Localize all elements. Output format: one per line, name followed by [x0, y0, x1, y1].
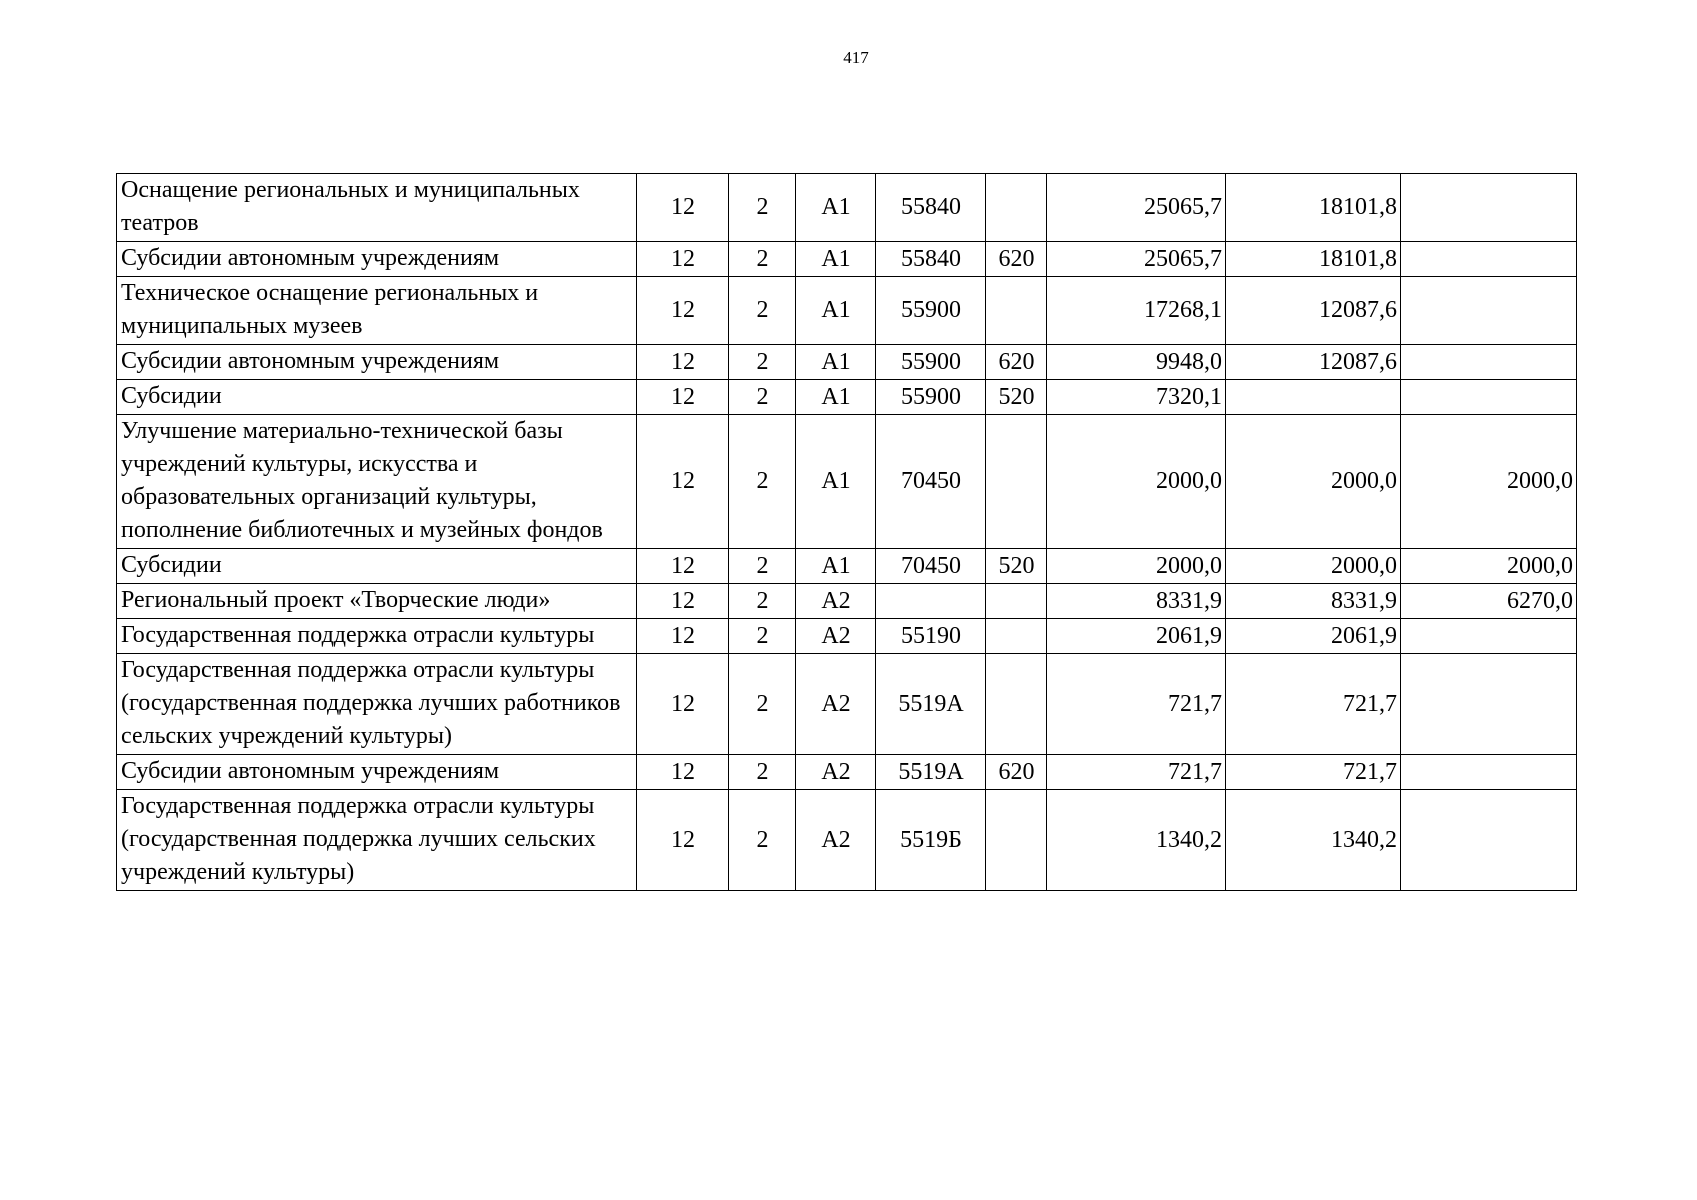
row-csr: 55900 — [876, 345, 986, 380]
row-sum-2: 721,7 — [1226, 654, 1401, 755]
row-name: Государственная поддержка отрасли культуры (государственная поддержка лучших работников сельских учреждений культуры) — [117, 654, 637, 755]
row-pr: A1 — [796, 345, 876, 380]
row-rz: 2 — [729, 790, 796, 891]
row-rz: 2 — [729, 755, 796, 790]
row-sum-2: 18101,8 — [1226, 174, 1401, 242]
row-name: Субсидии автономным учреждениям — [117, 242, 637, 277]
row-sum-2: 2000,0 — [1226, 415, 1401, 549]
row-sum-3 — [1401, 380, 1577, 415]
row-rz: 2 — [729, 380, 796, 415]
row-sum-2: 721,7 — [1226, 755, 1401, 790]
table-row — [117, 242, 1577, 277]
row-rz: 2 — [729, 345, 796, 380]
row-vr — [986, 790, 1047, 891]
row-csr: 55900 — [876, 277, 986, 345]
row-rz: 2 — [729, 242, 796, 277]
page-number: 417 — [843, 48, 869, 67]
row-vr — [986, 277, 1047, 345]
row-pr: A2 — [796, 619, 876, 654]
row-rz: 2 — [729, 584, 796, 619]
row-pr: A2 — [796, 790, 876, 891]
row-rz: 2 — [729, 549, 796, 584]
row-vr — [986, 415, 1047, 549]
row-csr: 5519A — [876, 755, 986, 790]
row-rz: 2 — [729, 277, 796, 345]
table-row — [117, 654, 1577, 755]
row-ved: 12 — [637, 415, 729, 549]
row-vr: 620 — [986, 345, 1047, 380]
row-csr — [876, 584, 986, 619]
row-sum-1: 25065,7 — [1047, 242, 1226, 277]
row-pr: A1 — [796, 174, 876, 242]
table-row — [117, 619, 1577, 654]
row-pr: A1 — [796, 380, 876, 415]
table-row — [117, 345, 1577, 380]
row-vr: 520 — [986, 380, 1047, 415]
row-csr: 70450 — [876, 415, 986, 549]
row-pr: A1 — [796, 242, 876, 277]
row-sum-1: 9948,0 — [1047, 345, 1226, 380]
row-name: Государственная поддержка отрасли культуры (государственная поддержка лучших сельских учреждений культуры) — [117, 790, 637, 891]
row-vr — [986, 654, 1047, 755]
row-sum-1: 25065,7 — [1047, 174, 1226, 242]
row-sum-3: 2000,0 — [1401, 415, 1577, 549]
row-ved: 12 — [637, 277, 729, 345]
row-ved: 12 — [637, 549, 729, 584]
row-sum-1: 8331,9 — [1047, 584, 1226, 619]
row-csr: 55900 — [876, 380, 986, 415]
row-name: Субсидии — [117, 380, 637, 415]
row-rz: 2 — [729, 654, 796, 755]
row-sum-1: 721,7 — [1047, 755, 1226, 790]
table-row — [117, 584, 1577, 619]
row-csr: 55840 — [876, 242, 986, 277]
table-row — [117, 755, 1577, 790]
row-sum-2: 12087,6 — [1226, 277, 1401, 345]
row-sum-3 — [1401, 755, 1577, 790]
row-name: Региональный проект «Творческие люди» — [117, 584, 637, 619]
row-csr: 5519A — [876, 654, 986, 755]
table-row — [117, 380, 1577, 415]
row-pr: A1 — [796, 277, 876, 345]
row-ved: 12 — [637, 345, 729, 380]
row-rz: 2 — [729, 174, 796, 242]
row-sum-1: 17268,1 — [1047, 277, 1226, 345]
table-row — [117, 549, 1577, 584]
row-pr: A2 — [796, 584, 876, 619]
budget-table — [116, 173, 1577, 891]
row-ved: 12 — [637, 654, 729, 755]
row-ved: 12 — [637, 242, 729, 277]
row-ved: 12 — [637, 790, 729, 891]
row-pr: A2 — [796, 654, 876, 755]
row-sum-1: 2000,0 — [1047, 549, 1226, 584]
row-csr: 5519Б — [876, 790, 986, 891]
row-sum-1: 2000,0 — [1047, 415, 1226, 549]
row-ved: 12 — [637, 619, 729, 654]
row-csr: 55840 — [876, 174, 986, 242]
row-rz: 2 — [729, 415, 796, 549]
row-sum-2: 2000,0 — [1226, 549, 1401, 584]
table-body — [117, 174, 1577, 891]
row-name: Техническое оснащение региональных и муниципальных музеев — [117, 277, 637, 345]
row-vr — [986, 584, 1047, 619]
row-ved: 12 — [637, 755, 729, 790]
row-name: Государственная поддержка отрасли культуры — [117, 619, 637, 654]
row-sum-2 — [1226, 380, 1401, 415]
row-csr: 55190 — [876, 619, 986, 654]
row-sum-3: 2000,0 — [1401, 549, 1577, 584]
row-sum-3 — [1401, 277, 1577, 345]
row-sum-1: 7320,1 — [1047, 380, 1226, 415]
row-sum-1: 1340,2 — [1047, 790, 1226, 891]
row-name: Субсидии автономным учреждениям — [117, 345, 637, 380]
table-row — [117, 415, 1577, 549]
row-name: Оснащение региональных и муниципальных театров — [117, 174, 637, 242]
row-vr: 620 — [986, 755, 1047, 790]
table-row — [117, 277, 1577, 345]
row-sum-2: 8331,9 — [1226, 584, 1401, 619]
row-name: Субсидии автономным учреждениям — [117, 755, 637, 790]
row-ved: 12 — [637, 380, 729, 415]
row-pr: A2 — [796, 755, 876, 790]
row-name: Субсидии — [117, 549, 637, 584]
row-sum-3 — [1401, 654, 1577, 755]
row-sum-1: 2061,9 — [1047, 619, 1226, 654]
row-vr: 620 — [986, 242, 1047, 277]
row-vr: 520 — [986, 549, 1047, 584]
row-ved: 12 — [637, 174, 729, 242]
row-sum-3 — [1401, 619, 1577, 654]
row-pr: A1 — [796, 549, 876, 584]
row-sum-2: 12087,6 — [1226, 345, 1401, 380]
row-sum-2: 2061,9 — [1226, 619, 1401, 654]
row-sum-3 — [1401, 790, 1577, 891]
row-sum-2: 1340,2 — [1226, 790, 1401, 891]
row-sum-3 — [1401, 174, 1577, 242]
row-sum-3 — [1401, 242, 1577, 277]
row-pr: A1 — [796, 415, 876, 549]
row-sum-1: 721,7 — [1047, 654, 1226, 755]
table-row — [117, 790, 1577, 891]
row-ved: 12 — [637, 584, 729, 619]
row-vr — [986, 174, 1047, 242]
row-name: Улучшение материально-технической базы учреждений культуры, искусства и образовательных организаций культуры, пополнение библиотечных и музейных фондов — [117, 415, 637, 549]
row-csr: 70450 — [876, 549, 986, 584]
row-sum-3: 6270,0 — [1401, 584, 1577, 619]
row-rz: 2 — [729, 619, 796, 654]
row-sum-3 — [1401, 345, 1577, 380]
row-vr — [986, 619, 1047, 654]
table-row — [117, 174, 1577, 242]
row-sum-2: 18101,8 — [1226, 242, 1401, 277]
